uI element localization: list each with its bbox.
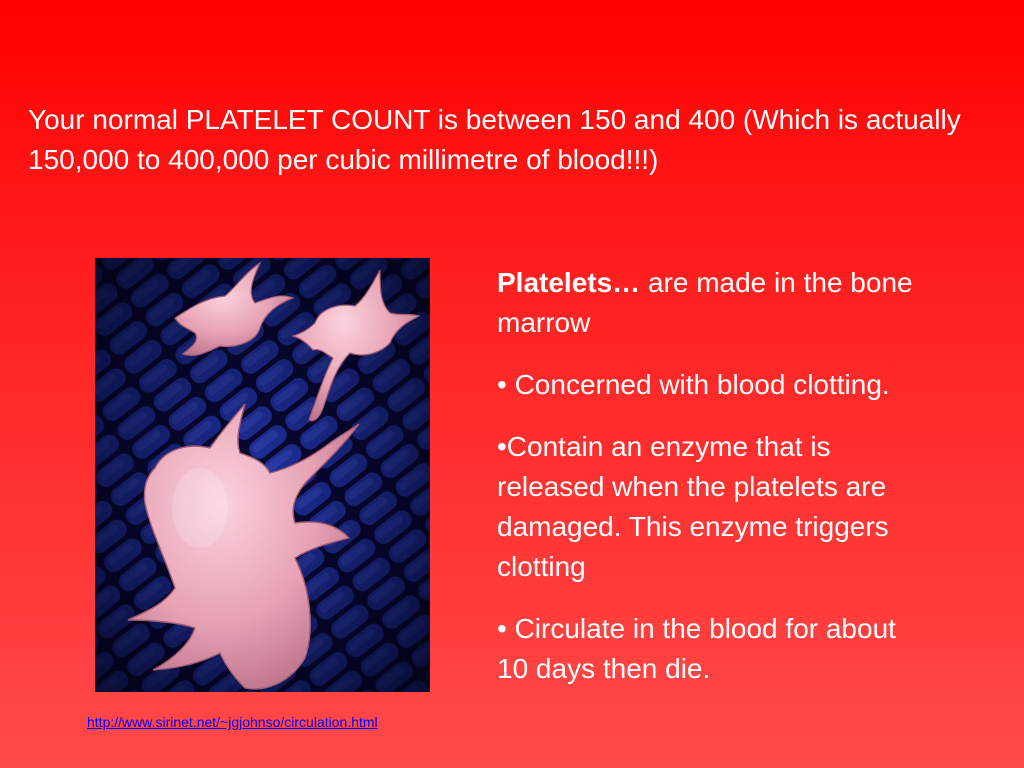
bullet-list <box>497 263 929 689</box>
source-link[interactable]: http://www.sirinet.net/~jgjohnso/circulation.html <box>87 714 378 730</box>
intro-text: Your normal PLATELET COUNT is between 150 and 400 (Which is actually 150,000 to 400,000 per cubic millimetre of blood!!!) <box>28 104 961 175</box>
bullet-item-enzyme: •Contain an enzyme that is released when the platelets are damaged. This enzyme triggers clotting <box>497 431 889 582</box>
platelets-illustration <box>95 258 430 692</box>
bullet-item-lifespan: • Circulate in the blood for about 10 days then die. <box>497 613 896 684</box>
bullet-item-platelets <box>497 263 929 343</box>
bullet-heading: Platelets… <box>497 267 641 298</box>
bullet-item-clotting: • Concerned with blood clotting. <box>497 369 890 400</box>
platelet-image <box>95 258 430 692</box>
bullet-text: are made in the bone marrow <box>497 267 913 338</box>
